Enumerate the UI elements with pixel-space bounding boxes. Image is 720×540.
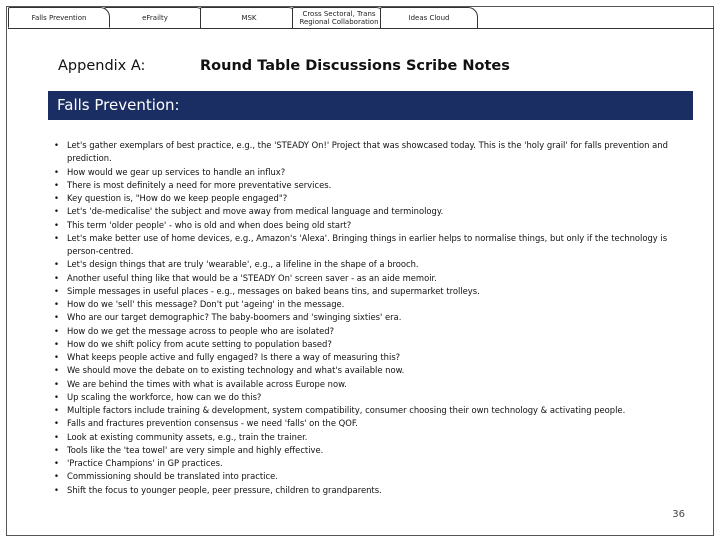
list-item: [52, 298, 692, 311]
bullet-icon: •: [54, 272, 59, 283]
bullet-icon: •: [54, 219, 59, 230]
note-text: Simple messages in useful places - e.g., messages on baked beans tins, and supermarket trolleys.: [67, 285, 480, 296]
note-text: Tools like the 'tea towel' are very simple and highly effective.: [67, 444, 324, 455]
bullet-icon: •: [54, 259, 59, 270]
notes-list: [52, 139, 692, 497]
note-text: This term 'older people' - who is old and when does being old start?: [67, 219, 352, 230]
bullet-icon: •: [54, 365, 59, 376]
page-number: 36: [672, 509, 685, 520]
section-title: Falls Prevention:: [57, 96, 180, 114]
list-item: [52, 192, 692, 205]
bullet-icon: •: [54, 179, 59, 190]
list-item: [52, 166, 692, 179]
bullet-icon: •: [54, 405, 59, 415]
note-text: 'Practice Champions' in GP practices.: [67, 458, 223, 468]
list-item: [52, 470, 692, 483]
list-item: [52, 219, 692, 232]
bullet-icon: •: [54, 484, 59, 495]
bullet-icon: •: [54, 378, 59, 389]
tab-label: eFrailty: [142, 14, 168, 22]
list-item: [52, 232, 692, 259]
bullet-icon: •: [54, 391, 59, 402]
list-item: [52, 417, 692, 430]
list-item: [52, 404, 692, 417]
note-text: Falls and fractures prevention consensus - we need 'falls' on the QOF.: [67, 418, 358, 429]
list-item: [52, 378, 692, 391]
appendix-label: Appendix A:: [58, 58, 146, 74]
bullet-icon: •: [54, 285, 59, 296]
note-text: Let's design things that are truly 'wearable', e.g., a lifeline in the shape of a brooch.: [67, 259, 419, 270]
list-item: [52, 139, 692, 166]
list-item: [52, 285, 692, 298]
tab-label: Falls Prevention: [31, 13, 87, 22]
bullet-icon: •: [54, 431, 59, 442]
note-text: We are behind the times with what is available across Europe now.: [67, 378, 347, 389]
bullet-icon: •: [54, 325, 59, 336]
note-text: Who are our target demographic? The baby-boomers and 'swinging sixties' era.: [67, 312, 402, 323]
bullet-icon: •: [54, 418, 59, 429]
list-item: [52, 351, 692, 364]
bullet-icon: •: [54, 458, 59, 468]
note-text: How do we 'sell' this message? Don't put 'ageing' in the message.: [67, 299, 345, 309]
page-title: Round Table Discussions Scribe Notes: [200, 58, 510, 74]
list-item: [52, 311, 692, 324]
note-text: Commissioning should be translated into practice.: [67, 471, 278, 482]
list-item: [52, 391, 692, 404]
list-item: [52, 179, 692, 192]
list-item: [52, 444, 692, 457]
tab-falls-prevention[interactable]: [8, 7, 110, 28]
note-text: Up scaling the workforce, how can we do this?: [67, 391, 262, 402]
tab-efrailty[interactable]: [104, 7, 206, 28]
tab-bar: [8, 7, 714, 29]
note-text: Let's 'de-medicalise' the subject and move away from medical language and terminology.: [67, 206, 444, 217]
note-text: How do we get the message across to people who are isolated?: [67, 325, 335, 336]
note-text: How do we shift policy from acute setting to population based?: [67, 338, 332, 349]
tab-msk[interactable]: [200, 7, 298, 28]
list-item: [52, 272, 692, 285]
bullet-icon: •: [54, 206, 59, 217]
tabs-divider: [8, 28, 714, 29]
tab-label: Cross Sectoral, Trans Regional Collaboration: [299, 10, 379, 26]
list-item: [52, 484, 692, 497]
bullet-icon: •: [54, 232, 59, 243]
note-text: There is most definitely a need for more preventative services.: [67, 179, 332, 190]
list-item: [52, 325, 692, 338]
note-text: Let's gather exemplars of best practice, e.g., the 'STEADY On!' Project that was showcased today. This is the 'holy grail' for falls prevention and prediction.: [67, 140, 668, 164]
note-text: Another useful thing like that would be a 'STEADY On' screen saver - as an aide memoir.: [67, 272, 437, 283]
note-text: Multiple factors include training & development, system compatibility, consumer choosing their own technology & activating people.: [67, 405, 626, 415]
bullet-icon: •: [54, 444, 59, 455]
bullet-icon: •: [54, 471, 59, 482]
tab-cross-sectoral[interactable]: [292, 7, 386, 28]
note-text: Let's make better use of home devices, e.g., Amazon's 'Alexa'. Bringing things in earlier helps to normalise things, but only if the technology is person-centred.: [67, 232, 668, 256]
list-item: [52, 205, 692, 218]
note-text: What keeps people active and fully engaged? Is there a way of measuring this?: [67, 352, 401, 362]
note-text: We should move the debate on to existing technology and what's available now.: [67, 365, 405, 376]
list-item: [52, 338, 692, 351]
bullet-icon: •: [54, 312, 59, 323]
bullet-icon: •: [54, 193, 59, 203]
section-header-bar: [48, 91, 693, 120]
tab-label: Ideas Cloud: [408, 14, 450, 22]
bullet-icon: •: [54, 299, 59, 309]
bullet-icon: •: [54, 140, 59, 150]
tab-ideas-cloud[interactable]: [380, 7, 478, 28]
bullet-icon: •: [54, 338, 59, 349]
tab-label: MSK: [241, 14, 257, 22]
bullet-icon: •: [54, 166, 59, 177]
list-item: [52, 364, 692, 377]
note-text: Shift the focus to younger people, peer pressure, children to grandparents.: [67, 484, 382, 495]
list-item: [52, 258, 692, 271]
list-item: [52, 457, 692, 470]
bullet-icon: •: [54, 352, 59, 362]
note-text: How would we gear up services to handle an influx?: [67, 166, 286, 177]
list-item: [52, 431, 692, 444]
note-text: Key question is, "How do we keep people engaged"?: [67, 193, 288, 203]
note-text: Look at existing community assets, e.g., train the trainer.: [67, 431, 308, 442]
